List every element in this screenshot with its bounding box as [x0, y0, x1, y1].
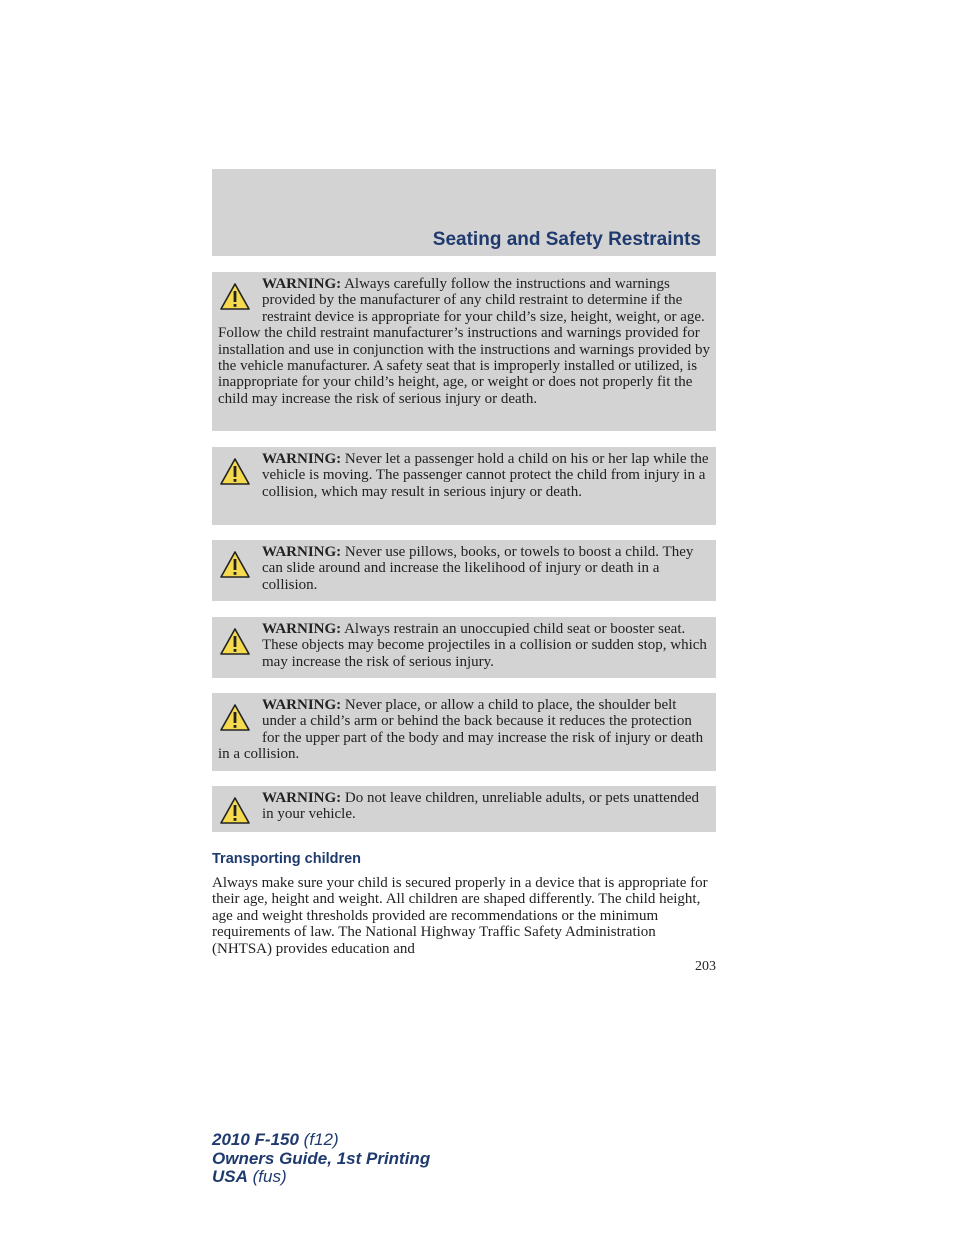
footer-model-code: (f12): [298, 1130, 339, 1149]
warning-triangle-icon: [219, 703, 251, 733]
footer-line-3: [212, 1168, 430, 1187]
body-paragraph: Always make sure your child is secured properly in a device that is appropriate for their age, height and weight. All children are shaped differently. The child height, age and weight thresholds provided are recommendations or the minimum requirements of law. The National Highway Traffic Safety Administration (NHTSA) provides education and: [212, 875, 708, 957]
warning-body: Do not leave children, unreliable adults, or pets unattended in your vehicle.: [262, 790, 699, 823]
warning-text: [218, 697, 710, 763]
warning-text: [218, 276, 710, 407]
warning-box: [212, 272, 716, 431]
warning-label: WARNING:: [262, 790, 342, 806]
section-header: [212, 169, 716, 256]
warning-label: WARNING:: [262, 621, 342, 637]
document-footer: [212, 1131, 430, 1187]
warning-label: WARNING:: [262, 276, 342, 292]
warning-box: [212, 786, 716, 832]
footer-line-2: Owners Guide, 1st Printing: [212, 1148, 431, 1168]
section-heading: Transporting children: [212, 851, 362, 867]
footer-model: 2010 F-150: [212, 1130, 299, 1149]
warning-body: Never use pillows, books, or towels to boost a child. They can slide around and increase the likelihood of injury or death in a collision.: [262, 544, 694, 593]
warning-triangle-icon: [219, 550, 251, 580]
warning-label: WARNING:: [262, 451, 342, 467]
warning-box: [212, 693, 716, 771]
footer-line-1: [212, 1131, 430, 1150]
warning-text: [218, 451, 710, 500]
warning-text: [218, 621, 710, 670]
page-number: 203: [695, 959, 716, 974]
warning-label: WARNING:: [262, 544, 342, 560]
section-title: Seating and Safety Restraints: [432, 229, 701, 250]
warning-text: [218, 544, 710, 593]
warning-body: Never let a passenger hold a child on his or her lap while the vehicle is moving. The passenger cannot protect the child from injury in a collision, which may result in serious injury or death.: [262, 451, 709, 500]
footer-market: USA: [212, 1167, 248, 1186]
warning-body: Never place, or allow a child to place, the shoulder belt under a child’s arm or behind the back because it reduces the protection for the upper part of the body and may increase the risk of injury or death in a collision.: [218, 697, 704, 763]
warning-body: Always carefully follow the instructions and warnings provided by the manufacturer of any child restraint to determine if the restraint device is appropriate for your child’s size, height, weight, or age. Follow the child restraint manufacturer’s instructions and warnings provided for installation and use in conjunction with the instructions and warnings provided by the vehicle manufacturer. A safety seat that is improperly installed or utilized, is inappropriate for your child’s height, age, or weight or does not properly fit the child may increase the risk of serious injury or death.: [218, 276, 711, 407]
warning-text: [218, 790, 710, 823]
warning-triangle-icon: [219, 457, 251, 487]
warning-label: WARNING:: [262, 697, 342, 713]
warning-box: [212, 617, 716, 678]
warning-body: Always restrain an unoccupied child seat or booster seat. These objects may become projectiles in a collision or sudden stop, which may increase the risk of serious injury.: [262, 621, 707, 670]
warning-box: [212, 447, 716, 525]
warning-box: [212, 540, 716, 601]
warning-triangle-icon: [219, 627, 251, 657]
warning-triangle-icon: [219, 282, 251, 312]
warning-triangle-icon: [219, 796, 251, 826]
footer-market-code: (fus): [247, 1167, 287, 1186]
